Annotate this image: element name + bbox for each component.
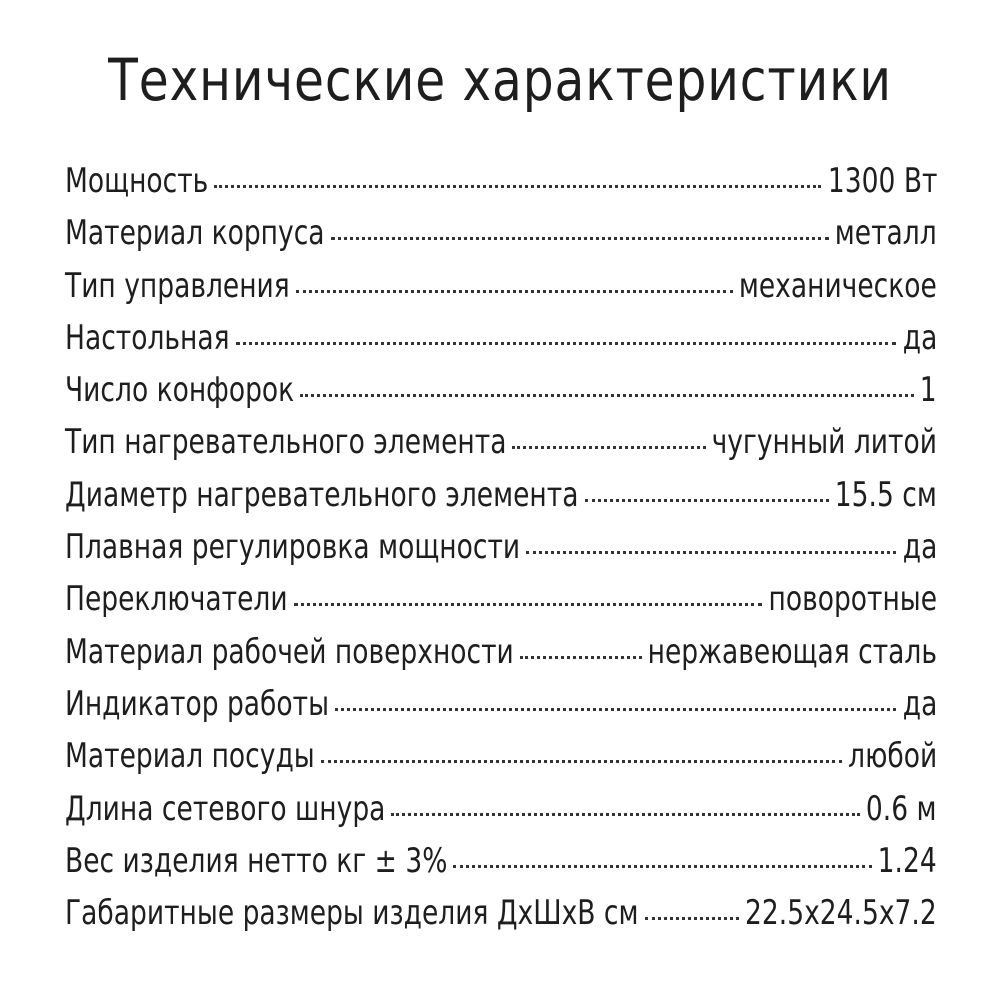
dot-leader — [294, 603, 763, 606]
spec-value: да — [902, 683, 937, 724]
spec-row — [65, 783, 937, 835]
spec-row — [65, 835, 937, 887]
dot-leader — [331, 237, 830, 240]
dot-leader — [453, 865, 872, 868]
spec-label: Габаритные размеры изделия ДхШхВ см — [65, 893, 639, 934]
spec-label: Настольная — [65, 317, 230, 358]
spec-row — [65, 521, 937, 573]
spec-list — [65, 155, 937, 939]
spec-row — [65, 155, 937, 207]
spec-label: Длина сетевого шнура — [65, 788, 386, 829]
spec-row — [65, 626, 937, 678]
spec-label: Переключатели — [65, 579, 288, 620]
spec-value: да — [902, 527, 937, 568]
spec-value: 1 — [920, 370, 937, 411]
dot-leader — [300, 394, 914, 397]
spec-value: 1.24 — [877, 840, 937, 881]
spec-row — [65, 416, 937, 468]
spec-value: механическое — [739, 265, 937, 306]
spec-label: Материал корпуса — [65, 213, 325, 254]
spec-value: 22.5х24.5х7.2 — [745, 893, 937, 934]
spec-value: поворотные — [768, 579, 937, 620]
spec-row — [65, 207, 937, 259]
spec-row — [65, 364, 937, 416]
spec-row — [65, 887, 937, 939]
spec-label: Мощность — [65, 161, 209, 201]
spec-label: Тип управления — [65, 265, 290, 306]
spec-label: Индикатор работы — [65, 683, 330, 724]
spec-label: Вес изделия нетто кг ± 3% — [65, 840, 448, 881]
spec-value: 15.5 см — [834, 474, 937, 515]
spec-label: Тип нагревательного элемента — [65, 422, 507, 463]
dot-leader — [526, 551, 896, 554]
spec-label: Материал посуды — [65, 736, 315, 777]
spec-label: Число конфорок — [65, 370, 295, 411]
dot-leader — [512, 446, 705, 449]
spec-value: 0.6 м — [866, 788, 937, 829]
dot-leader — [236, 342, 897, 345]
spec-label: Плавная регулировка мощности — [65, 527, 521, 568]
page-title: Технические характеристики — [108, 46, 892, 114]
spec-label: Диаметр нагревательного элемента — [65, 474, 579, 515]
spec-value: чугунный литой — [711, 422, 937, 463]
dot-leader — [585, 499, 829, 502]
spec-label: Материал рабочей поверхности — [65, 631, 514, 672]
spec-value: любой — [847, 736, 937, 777]
spec-value: металл — [835, 213, 937, 254]
dot-leader — [214, 185, 821, 188]
dot-leader — [296, 290, 733, 293]
dot-leader — [645, 917, 740, 920]
spec-value: 1300 Вт — [827, 161, 937, 201]
spec-value: нержавеющая сталь — [647, 631, 937, 672]
spec-row — [65, 678, 937, 730]
dot-leader — [321, 760, 842, 763]
spec-value: да — [902, 317, 937, 358]
dot-leader — [335, 708, 896, 711]
spec-row — [65, 312, 937, 364]
dot-leader — [391, 813, 860, 816]
spec-row — [65, 573, 937, 625]
spec-row — [65, 730, 937, 782]
spec-row — [65, 260, 937, 312]
spec-row — [65, 469, 937, 521]
dot-leader — [520, 656, 642, 659]
